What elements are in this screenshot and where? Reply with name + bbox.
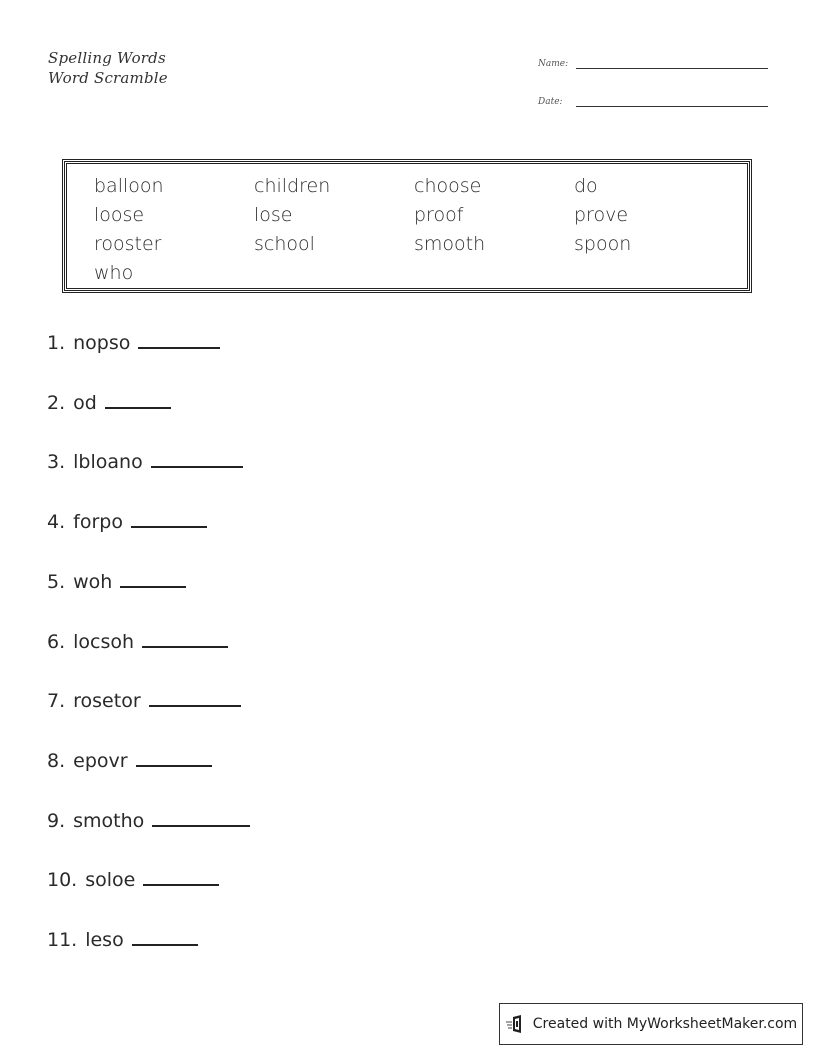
answer-blank[interactable] (151, 448, 243, 468)
scrambled-word: rosetor (73, 690, 141, 713)
scrambled-word: woh (73, 570, 113, 593)
title-line-2: Word Scramble (48, 69, 168, 87)
question-item (47, 747, 212, 772)
scrambled-word: locsoh (73, 630, 135, 653)
word-bank-item: children (254, 175, 331, 197)
name-line[interactable] (576, 52, 768, 69)
question-item (47, 389, 171, 414)
answer-blank[interactable] (131, 508, 207, 528)
word-bank-item: do (574, 175, 598, 197)
question-number: 3. (47, 451, 66, 474)
question-item (47, 329, 220, 354)
date-field[interactable] (538, 90, 768, 107)
word-bank-item: choose (414, 175, 482, 197)
question-number: 4. (47, 511, 66, 534)
answer-blank[interactable] (132, 926, 198, 946)
word-bank-item: loose (94, 204, 145, 226)
question-number: 1. (47, 332, 66, 354)
scrambled-word: nopso (73, 332, 131, 354)
question-item (47, 866, 219, 891)
answer-blank[interactable] (120, 568, 186, 588)
word-bank-item: proof (414, 204, 464, 226)
word-bank-item: school (254, 233, 315, 255)
scrambled-word: lbloano (73, 451, 143, 474)
scrambled-word: leso (85, 929, 124, 951)
word-bank-item: spoon (574, 233, 632, 255)
question-number: 9. (47, 809, 66, 832)
question-number: 11. (47, 929, 78, 951)
answer-blank[interactable] (105, 389, 171, 409)
name-label: Name: (538, 59, 569, 69)
title-line-1: Spelling Words (48, 49, 166, 67)
question-item (47, 448, 243, 473)
question-item (47, 568, 186, 593)
question-item (47, 807, 250, 832)
question-number: 8. (47, 749, 66, 772)
answer-blank[interactable] (152, 807, 250, 827)
word-bank-item: who (94, 262, 134, 284)
answer-blank[interactable] (143, 866, 219, 886)
question-number: 2. (47, 391, 66, 414)
date-label: Date: (538, 97, 563, 107)
word-bank-grid (94, 172, 734, 288)
question-number: 6. (47, 630, 66, 653)
answer-blank[interactable] (138, 329, 220, 349)
word-bank-item: lose (254, 204, 293, 226)
word-bank-item: balloon (94, 175, 164, 197)
question-item (47, 926, 198, 951)
question-item (47, 508, 207, 533)
scrambled-word: epovr (73, 749, 128, 772)
question-number: 5. (47, 570, 66, 593)
question-item (47, 687, 241, 712)
word-bank-item: prove (574, 204, 629, 226)
worksheet-maker-logo-icon (505, 1014, 525, 1034)
answer-blank[interactable] (136, 747, 212, 767)
name-field[interactable] (538, 52, 768, 69)
scrambled-word: od (73, 391, 97, 414)
question-number: 10. (47, 869, 78, 892)
date-line[interactable] (576, 90, 768, 107)
answer-blank[interactable] (142, 628, 228, 648)
question-item (47, 628, 228, 653)
credit-badge (499, 1003, 803, 1045)
word-bank-box (64, 161, 750, 291)
answer-blank[interactable] (149, 687, 241, 707)
scrambled-word: forpo (73, 511, 123, 534)
scrambled-word: smotho (73, 809, 145, 832)
word-bank-item: rooster (94, 233, 162, 255)
scrambled-word: soloe (85, 869, 136, 892)
question-number: 7. (47, 690, 66, 713)
credit-text: Created with MyWorksheetMaker.com (532, 1016, 798, 1032)
word-bank-item: smooth (414, 233, 486, 255)
worksheet-title (48, 48, 168, 88)
